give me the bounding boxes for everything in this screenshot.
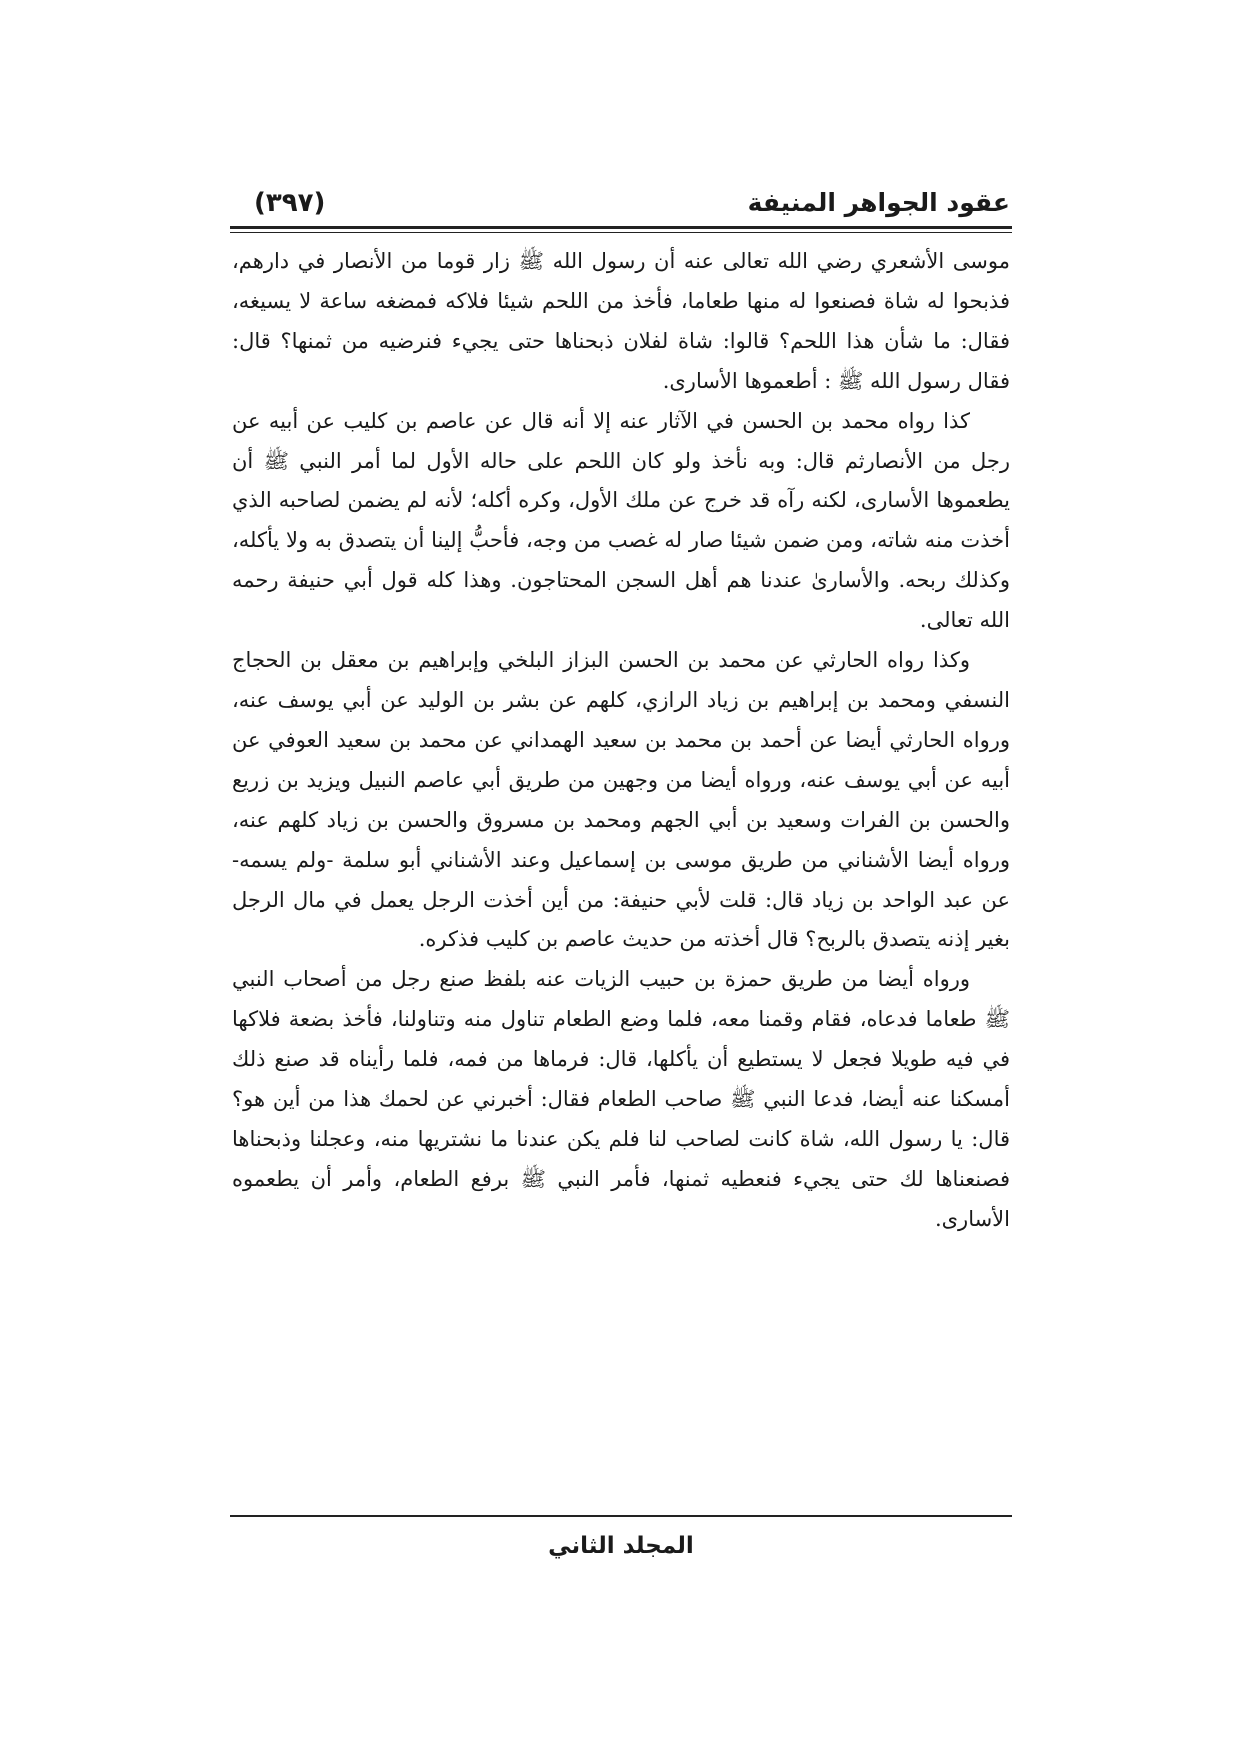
running-header	[232, 183, 1010, 223]
footer-rule	[230, 1515, 1012, 1517]
paragraph-1: موسى الأشعري رضي الله تعالى عنه أن رسول الله ﷺ زار قوما من الأنصار في دارهم، فذبحوا له شاة فصنعوا له منها طعاما، فأخذ من اللحم شيئا فلاكه فمضغه ساعة لا يسيغه، فقال: ما شأن هذا اللحم؟ قالوا: شاة لفلان ذبحناها حتى يجيء فنرضيه من ثمنها؟ قال: فقال رسول الله ﷺ : أطعموها الأسارى.	[232, 249, 1010, 393]
paragraph-2: كذا رواه محمد بن الحسن في الآثار عنه إلا أنه قال عن عاصم بن كليب عن أبيه عن رجل من الأنصارثم قال: وبه نأخذ ولو كان اللحم على حاله الأول لما أمر النبي ﷺ أن يطعموها الأسارى، لكنه رآه قد خرج عن ملك الأول، وكره أكله؛ لأنه لم يضمن لصاحبه الذي أخذت منه شاته، ومن ضمن شيئا صار له غصب من وجه، فأحبُّ إلينا أن يتصدق به ولا يأكله، وكذلك ربحه. والأسارىٰ عندنا هم أهل السجن المحتاجون. وهذا كله قول أبي حنيفة رحمه الله تعالى.	[232, 408, 1010, 633]
paragraph-3: وكذا رواه الحارثي عن محمد بن الحسن البزاز البلخي وإبراهيم بن معقل بن الحجاج النسفي ومحمد بن إبراهيم بن زياد الرازي، كلهم عن بشر بن الوليد عن أبي يوسف عنه، ورواه الحارثي أيضا عن أحمد بن محمد بن سعيد الهمداني عن محمد بن سعيد العوفي عن أبيه عن أبي يوسف عنه، ورواه أيضا من وجهين من طريق أبي عاصم النبيل ويزيد بن زريع والحسن بن الفرات وسعيد بن أبي الجهم ومحمد بن مسروق والحسن بن زياد كلهم عنه، ورواه أيضا الأشناني من طريق موسى بن إسماعيل وعند الأشناني أبو سلمة -ولم يسمه- عن عبد الواحد بن زياد قال: قلت لأبي حنيفة: من أين أخذت الرجل يعمل في مال الرجل بغير إذنه يتصدق بالربح؟ قال أخذته من حديث عاصم بن كليب فذكره.	[232, 648, 1010, 952]
paragraph-4: ورواه أيضا من طريق حمزة بن حبيب الزيات عنه بلفظ صنع رجل من أصحاب النبي ﷺ طعاما فدعاه، فقام وقمنا معه، فلما وضع الطعام تناول منه وتناولنا، فأخذ بضعة فلاكها في فيه طويلا فجعل لا يستطيع أن يأكلها، قال: فرماها من فمه، فلما رأيناه قد صنع ذلك أمسكنا عنه أيضا، فدعا النبي ﷺ صاحب الطعام فقال: أخبرني عن لحمك هذا من أين هو؟ قال: يا رسول الله، شاة كانت لصاحب لنا فلم يكن عندنا ما نشتريها منه، وعجلنا وذبحناها فصنعناها لك حتى يجيء فنعطيه ثمنها، فأمر النبي ﷺ برفع الطعام، وأمر أن يطعموه الأسارى.	[232, 967, 1010, 1231]
volume-label: المجلد الثاني	[548, 1533, 694, 1559]
header-rule-thick	[230, 226, 1012, 229]
page-number: (٣٩٧)	[254, 188, 326, 218]
main-text	[232, 242, 1010, 1240]
book-title: عقود الجواهر المنيفة	[747, 188, 1010, 217]
header-rule-thin	[230, 232, 1012, 233]
